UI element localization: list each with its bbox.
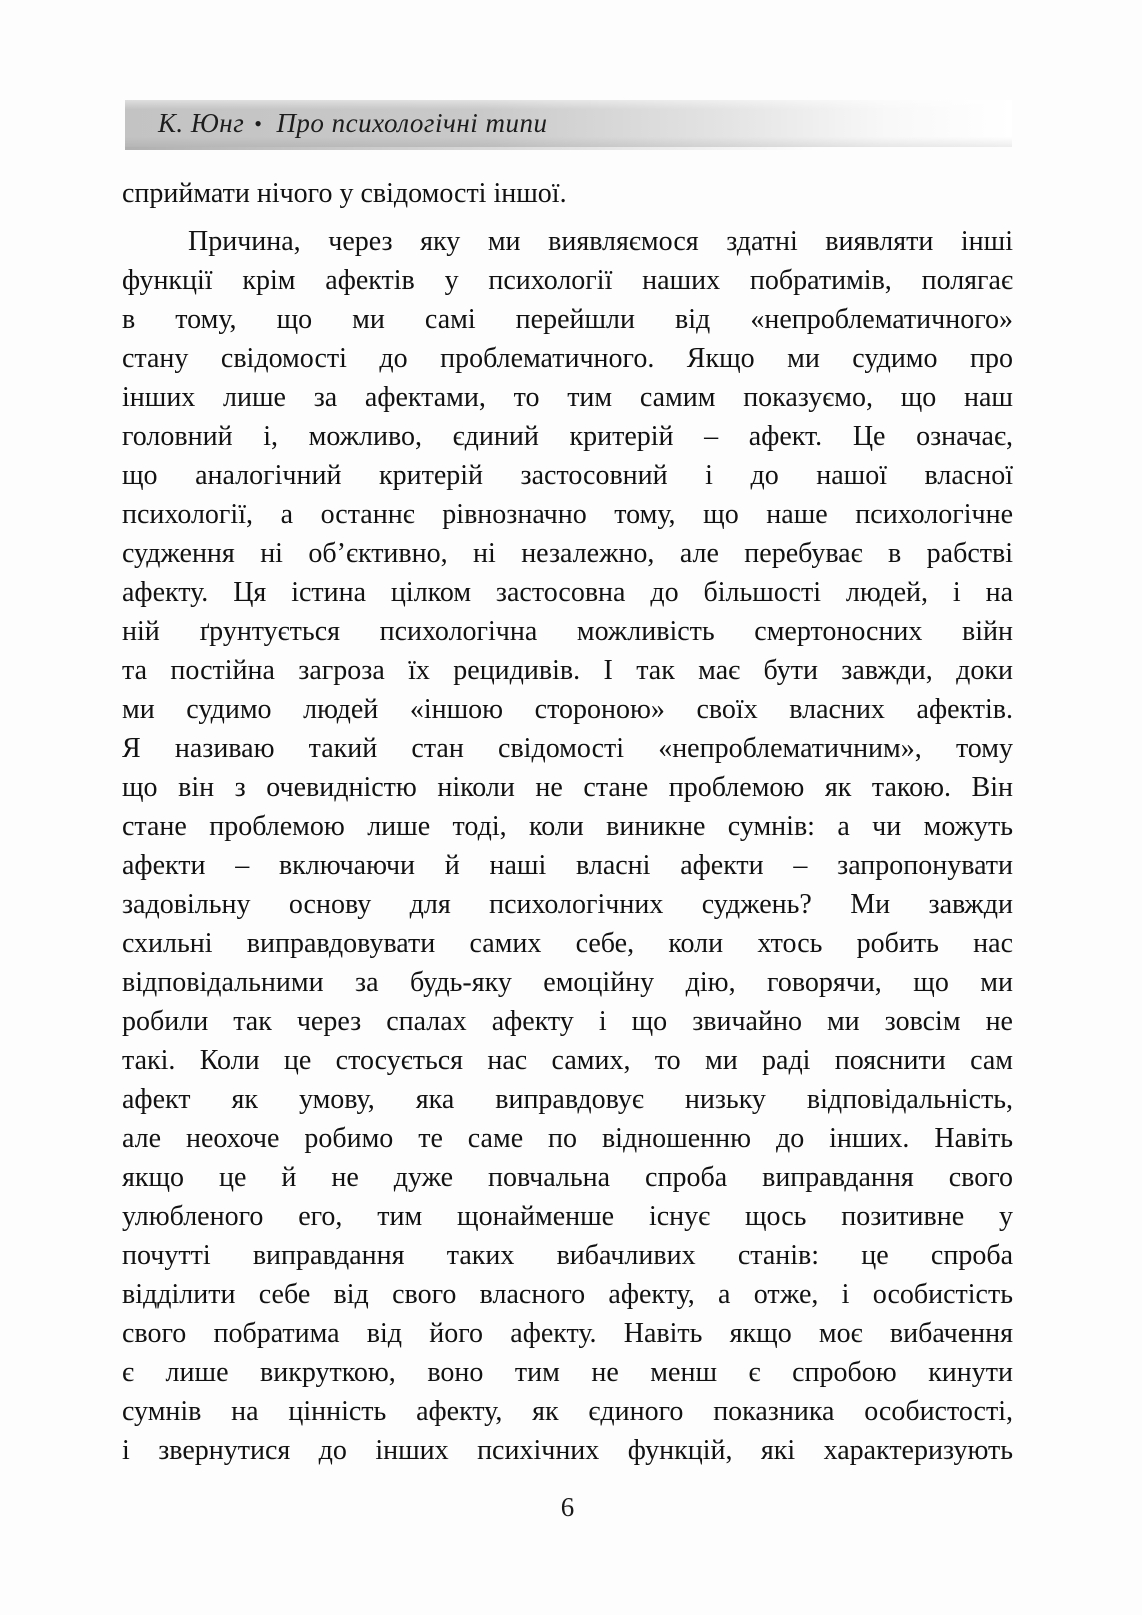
text-line: схильні виправдовувати самих себе, коли хтось робить нас — [122, 928, 1013, 959]
text-line: такі. Коли це стосується нас самих, то ми раді пояснити сам — [122, 1045, 1013, 1076]
text-line: відділити себе від свого власного афекту, а отже, і особистість — [122, 1279, 1013, 1310]
text-line: відповідальними за будь-яку емоційну дію, говорячи, що ми — [122, 967, 1013, 998]
text-line: стану свідомості до проблематичного. Якщо ми судимо про — [122, 343, 1013, 374]
text-line: Причина, через яку ми виявляємося здатні виявляти інші — [188, 226, 1013, 257]
running-head-author: К. Юнг — [158, 108, 245, 138]
text-line: афект як умову, яка виправдовує низьку відповідальність, — [122, 1084, 1013, 1115]
text-line: психології, а останнє рівнозначно тому, що наше психологічне — [122, 499, 1013, 530]
text-line: задовільну основу для психологічних суджень? Ми завжди — [122, 889, 1013, 920]
body-text — [122, 174, 1013, 1470]
text-line: що він з очевидністю ніколи не стане проблемою як такою. Він — [122, 772, 1013, 803]
text-line: що аналогічний критерій застосовний і до нашої власної — [122, 460, 1013, 491]
text-line: сприймати нічого у свідомості іншої. — [122, 178, 567, 209]
text-line: сумнів на цінність афекту, як єдиного показника особистості, — [122, 1396, 1013, 1427]
text-line: судження ні об’єктивно, ні незалежно, але перебуває в рабстві — [122, 538, 1013, 569]
running-head-title: Про психологічні типи — [276, 108, 548, 138]
text-line: є лише викруткою, воно тим не менш є спробою кинути — [122, 1357, 1013, 1388]
running-head-bar — [125, 100, 1012, 147]
page-number: 6 — [560, 1492, 575, 1522]
text-line: афекти – включаючи й наші власні афекти – запропонувати — [122, 850, 1013, 881]
bullet-separator: • — [254, 111, 263, 136]
text-line: Я називаю такий стан свідомості «непроблематичним», тому — [122, 733, 1013, 764]
text-line: інших лише за афектами, то тим самим показуємо, що наш — [122, 382, 1013, 413]
text-line: улюбленого его, тим щонайменше існує щось позитивне у — [122, 1201, 1013, 1232]
text-line: почутті виправдання таких вибачливих станів: це спроба — [122, 1240, 1013, 1271]
running-head-text — [158, 108, 547, 139]
text-line: функції крім афектів у психології наших побратимів, полягає — [122, 265, 1013, 296]
text-line: але неохоче робимо те саме по відношенню до інших. Навіть — [122, 1123, 1013, 1154]
text-line: свого побратима від його афекту. Навіть якщо моє вибачення — [122, 1318, 1013, 1349]
text-line: головний і, можливо, єдиний критерій – афект. Це означає, — [122, 421, 1013, 452]
text-line: стане проблемою лише тоді, коли виникне сумнів: а чи можуть — [122, 811, 1013, 842]
text-line: ній ґрунтується психологічна можливість смертоносних війн — [122, 616, 1013, 647]
text-line: в тому, що ми самі перейшли від «непроблематичного» — [122, 304, 1013, 335]
text-line: робили так через спалах афекту і що звичайно ми зовсім не — [122, 1006, 1013, 1037]
text-line: якщо це й не дуже повчальна спроба виправдання свого — [122, 1162, 1013, 1193]
text-line: і звернутися до інших психічних функцій, які характеризують — [122, 1435, 1013, 1466]
text-line: афекту. Ця істина цілком застосовна до більшості людей, і на — [122, 577, 1013, 608]
text-line: та постійна загроза їх рецидивів. І так має бути завжди, доки — [122, 655, 1013, 686]
text-line: ми судимо людей «іншою стороною» своїх власних афектів. — [122, 694, 1013, 725]
